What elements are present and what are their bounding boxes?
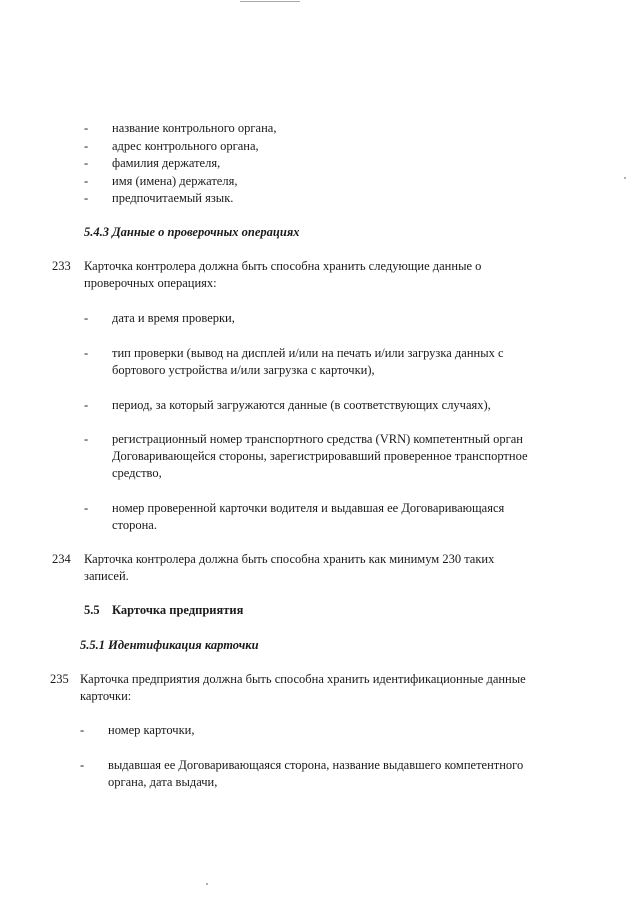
scan-speck	[206, 883, 208, 885]
list-item: регистрационный номер транспортного средства (VRN) компетентный орган	[112, 432, 523, 446]
paragraph-line: записей.	[84, 569, 129, 583]
list-dash: -	[84, 156, 89, 170]
list-item-cont: бортового устройства и/или загрузка с карточки),	[112, 363, 375, 377]
list-item-cont: сторона.	[112, 518, 157, 532]
list-dash: -	[84, 191, 89, 205]
list-item-cont: Договаривающейся стороны, зарегистрировавший проверенное транспортное	[112, 449, 528, 463]
list-dash: -	[84, 501, 89, 515]
section-title: Карточка предприятия	[112, 603, 244, 617]
list-item: выдавшая ее Договаривающаяся сторона, название выдавшего компетентного	[108, 758, 524, 772]
paragraph-line: карточки:	[80, 689, 132, 703]
list-item: фамилия держателя,	[112, 156, 221, 170]
list-dash: -	[84, 398, 89, 412]
list-dash: -	[84, 121, 89, 135]
paragraph-number: 235	[50, 672, 69, 686]
list-dash: -	[84, 139, 89, 153]
list-dash: -	[80, 758, 85, 772]
list-item: название контрольного органа,	[112, 121, 277, 135]
list-item: тип проверки (вывод на дисплей и/или на печать и/или загрузка данных с	[112, 346, 504, 360]
paragraph-line: Карточка контролера должна быть способна хранить следующие данные о	[84, 259, 482, 273]
scan-mark-top	[240, 1, 300, 2]
scan-speck	[624, 177, 626, 179]
paragraph-line: Карточка предприятия должна быть способна хранить идентификационные данные	[80, 672, 526, 686]
list-item: период, за который загружаются данные (в соответствующих случаях),	[112, 398, 491, 412]
paragraph-line: проверочных операциях:	[84, 276, 217, 290]
list-item: номер карточки,	[108, 723, 195, 737]
list-dash: -	[80, 723, 85, 737]
list-item: имя (имена) держателя,	[112, 174, 238, 188]
list-dash: -	[84, 346, 89, 360]
list-dash: -	[84, 432, 89, 446]
list-item: номер проверенной карточки водителя и выдавшая ее Договаривающаяся	[112, 501, 505, 515]
section-heading-5-4-3: 5.4.3 Данные о проверочных операциях	[84, 225, 300, 239]
list-item: дата и время проверки,	[112, 311, 235, 325]
list-item-cont: органа, дата выдачи,	[108, 775, 218, 789]
list-dash: -	[84, 174, 89, 188]
paragraph-number: 234	[52, 552, 71, 566]
list-dash: -	[84, 311, 89, 325]
list-item-cont: средство,	[112, 466, 162, 480]
list-item: адрес контрольного органа,	[112, 139, 259, 153]
paragraph-line: Карточка контролера должна быть способна хранить как минимум 230 таких	[84, 552, 495, 566]
paragraph-number: 233	[52, 259, 71, 273]
section-number: 5.5	[84, 603, 100, 617]
section-heading-5-5-1: 5.5.1 Идентификация карточки	[80, 638, 259, 652]
list-item: предпочитаемый язык.	[112, 191, 234, 205]
